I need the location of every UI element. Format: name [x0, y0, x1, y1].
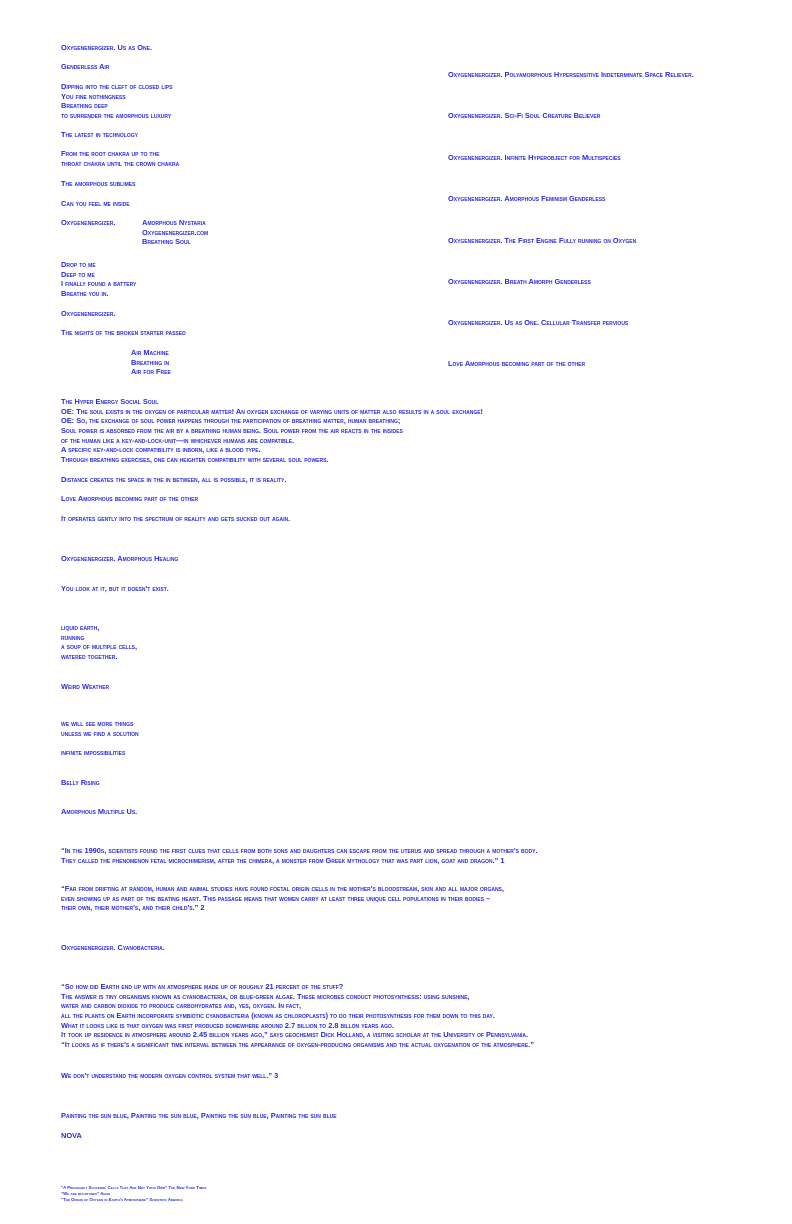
text-line: Amorphous Nystaria: [142, 218, 206, 227]
text-line: Oxygenenergizer. Sci-Fi Soul Creature Believer: [448, 111, 601, 120]
poem-genderless-air: [61, 62, 109, 72]
oxy-label-2: [61, 309, 115, 319]
text-line: Oxygenenergizer. Infinite Hyperobject for Multispecies: [448, 153, 621, 162]
right-item-2: [448, 111, 600, 121]
text-line: Amorphous Multiple Us.: [61, 807, 138, 816]
poem-dipping: [61, 82, 172, 121]
footnotes: [61, 1185, 206, 1203]
text-line: liquid earth,: [61, 623, 100, 632]
text-line: a soup of multiple cells,: [61, 642, 138, 652]
text-line: It operates gently into the spectrum of reality and gets sucked out again.: [61, 514, 291, 523]
text-line: The nights of the broken starter passed: [61, 328, 186, 337]
text-line: Can you feel me inside: [61, 199, 130, 208]
quote-3: [61, 982, 534, 1050]
text-line: Love Amorphous becoming part of the other: [61, 494, 199, 503]
right-item-1: [448, 70, 694, 80]
right-item-3: [448, 153, 621, 163]
text-line: From the root chakra up to the: [61, 149, 160, 158]
text-line: The Hyper Energy Social Soul: [61, 397, 159, 406]
text-line: OE: So, the exchange of soul power happens through the participation of breathing matter, human breathing;: [61, 416, 401, 426]
text-line: Soul power is absorbed from the air by a breathing human being. Soul power from the air reacts in the insides: [61, 426, 403, 436]
text-line: Dipping into the cleft of closed lips: [61, 82, 173, 91]
text-line: Oxygenenergizer. Polyamorphous Hypersensitive Indeterminate Space Reliever.: [448, 70, 694, 79]
right-item-4: [448, 194, 605, 204]
poem-air-machine: [131, 348, 171, 377]
text-line: Oxygenenergizer.com: [142, 227, 209, 237]
text-line: “Far from drifting at random, human and animal studies have found foetal origin cells in the mother's bloodstream, skin and all major organs,: [61, 884, 504, 893]
text-line: Oxygenenergizer. Amorphous Feminism Genderless: [448, 194, 606, 203]
poem-chakra: [61, 149, 179, 168]
weird-weather: [61, 682, 109, 692]
right-item-7: [448, 318, 628, 328]
healing-heading: [61, 554, 178, 564]
text-line: we will see more things: [61, 719, 134, 728]
text-line: Oxygenenergizer. Cyanobacteria.: [61, 943, 165, 952]
page-title: [61, 43, 152, 53]
text-line: The amorphous sublimes: [61, 179, 136, 188]
text-line: all the plants on Earth incorporate symbiotic cyanobacteria (known as chloroplasts) to do their photosynthesis for them down to this day.: [61, 1011, 495, 1021]
text-line: Drop to me: [61, 260, 96, 269]
painting-line: [61, 1111, 337, 1121]
right-item-8: [448, 359, 585, 369]
text-line: even showing up as part of the beating heart. This passage means that women carry at least three unique cell populations in their bodies –: [61, 893, 491, 903]
right-item-5: [448, 236, 636, 246]
look-line: [61, 584, 169, 594]
belly-rising: [61, 778, 100, 788]
text-line: OE: The soul exists in the oxygen of particular matter! An oxygen exchange of varying units of matter also results in a soul exchange!: [61, 406, 484, 416]
poem-sublimes: [61, 179, 135, 189]
poem-drop: [61, 260, 136, 299]
text-line: Weird Weather: [61, 682, 110, 691]
text-line: “We are multitudes” Aeon: [61, 1191, 110, 1196]
text-line: Breathing deep: [61, 101, 108, 111]
text-line: You fine nothingness: [61, 91, 126, 101]
hyper-energy-text: [61, 397, 483, 465]
love-line: [61, 494, 198, 504]
text-line: What it looks like is that oxygen was first produced somewhere around 2.7 billion to 2.8 billon years ago.: [61, 1020, 394, 1030]
operates-line: [61, 514, 290, 524]
text-line: The answer is tiny organisms known as cyanobacteria, or blue-green algae. These microbes conduct photosynthesis: using sunshine,: [61, 991, 470, 1001]
text-line: It took up residence in atmosphere around 2.45 billion years ago,” says geochemist Dick Holland, a visiting scholar at the University of Pennsylvania.: [61, 1030, 529, 1040]
text-line: NOVA: [61, 1131, 82, 1140]
text-line: Breathing in: [131, 357, 170, 367]
nystaria-block: [142, 218, 208, 247]
text-line: “So how did Earth end up with an atmosphere made up of roughly 21 percent of the stuff?: [61, 982, 344, 991]
cyanobacteria-heading: [61, 943, 165, 953]
text-line: We don't understand the modern oxygen control system that well.” 3: [61, 1071, 279, 1080]
text-line: Belly Rising: [61, 778, 100, 787]
text-line: Oxygenenergizer. Us as One. Cellular Transfer pervious: [448, 318, 629, 327]
text-line: A specific key-and-lock compatibility is inborn, like a blood type.: [61, 445, 261, 455]
text-line: Love Amorphous becoming part of the other: [448, 359, 586, 368]
text-line: watered together.: [61, 652, 118, 662]
text-line: Air Machine: [131, 348, 169, 357]
text-line: infinite impossibilities: [61, 748, 126, 757]
text-line: “In the 1990s, scientists found the first clues that cells from both sons and daughters can escape from the uterus and spread through a mother's body.: [61, 846, 538, 855]
text-line: Oxygenenergizer.: [61, 309, 116, 318]
text-line: Distance creates the space in the in between, all is possible, it is reality.: [61, 475, 287, 484]
text-line: Genderless Air: [61, 62, 110, 71]
text-line: Air for Free: [131, 367, 171, 377]
poem-feel: [61, 199, 130, 209]
text-line: Oxygenenergizer.: [61, 218, 116, 227]
poem-latest: [61, 130, 138, 140]
nova-line: [61, 1131, 82, 1141]
text-line: I finally found a battery: [61, 279, 137, 289]
infinite-line: [61, 748, 125, 758]
text-line: “The Origin of Oxygen in Earth's Atmosphere” Scientific America: [61, 1197, 183, 1202]
text-line: of the human like a key-and-lock-unit—in whichever humans are compatible.: [61, 435, 295, 445]
text-line: throat chakra until the crown chakra: [61, 158, 180, 168]
poem-will-see: [61, 719, 139, 738]
quote-2: [61, 884, 504, 913]
text-line: Breathe you in.: [61, 289, 109, 299]
text-line: Breathing Soul: [142, 237, 191, 247]
text-line: Oxygenenergizer. Breath Amorph Genderless: [448, 277, 591, 286]
text-line: unless we find a solution: [61, 728, 139, 738]
poem-nights: [61, 328, 186, 338]
poem-liquid: [61, 623, 137, 662]
text-line: Painting the sun blue, Painting the sun blue, Painting the sun blue, Painting the sun blue: [61, 1111, 337, 1120]
right-item-6: [448, 277, 591, 287]
text-line: Deep to me: [61, 269, 95, 279]
text-line: their own, their mother's, and their child's.” 2: [61, 903, 205, 913]
text-line: Through breathing exercises, one can heighten compatibility with several soul powers.: [61, 455, 329, 465]
quote-1: [61, 846, 538, 865]
text-line: “It looks as if there's a significant time interval between the appearance of oxygen-producing organisms and the actual oxygenation of the atmosphere.”: [61, 1040, 534, 1050]
text-line: Oxygenenergizer. Us as One.: [61, 43, 153, 52]
text-line: Oxygenenergizer. The First Engine Fully running on Oxygen: [448, 236, 637, 245]
text-line: “A Pregnancy Souvenir: Cells That Are Not Your Own” The New York Times: [61, 1185, 207, 1190]
text-line: Oxygenenergizer. Amorphous Healing: [61, 554, 179, 563]
text-line: They called the phenomenon fetal microchimerism, after the chimera, a monster from Greek mythology that was part lion, goat and dragon.” 1: [61, 855, 505, 865]
multiple-us: [61, 807, 137, 817]
text-line: You look at it, but it doesn't exist.: [61, 584, 169, 593]
text-line: to surrender the amorphous luxury: [61, 111, 172, 121]
understand-line: [61, 1071, 278, 1081]
text-line: The latest in technology: [61, 130, 138, 139]
text-line: running: [61, 632, 85, 642]
text-line: water and carbon dioxide to produce carbohydrates and, yes, oxygen. In fact,: [61, 1001, 302, 1011]
oxy-label: [61, 218, 115, 228]
distance-line: [61, 475, 286, 485]
